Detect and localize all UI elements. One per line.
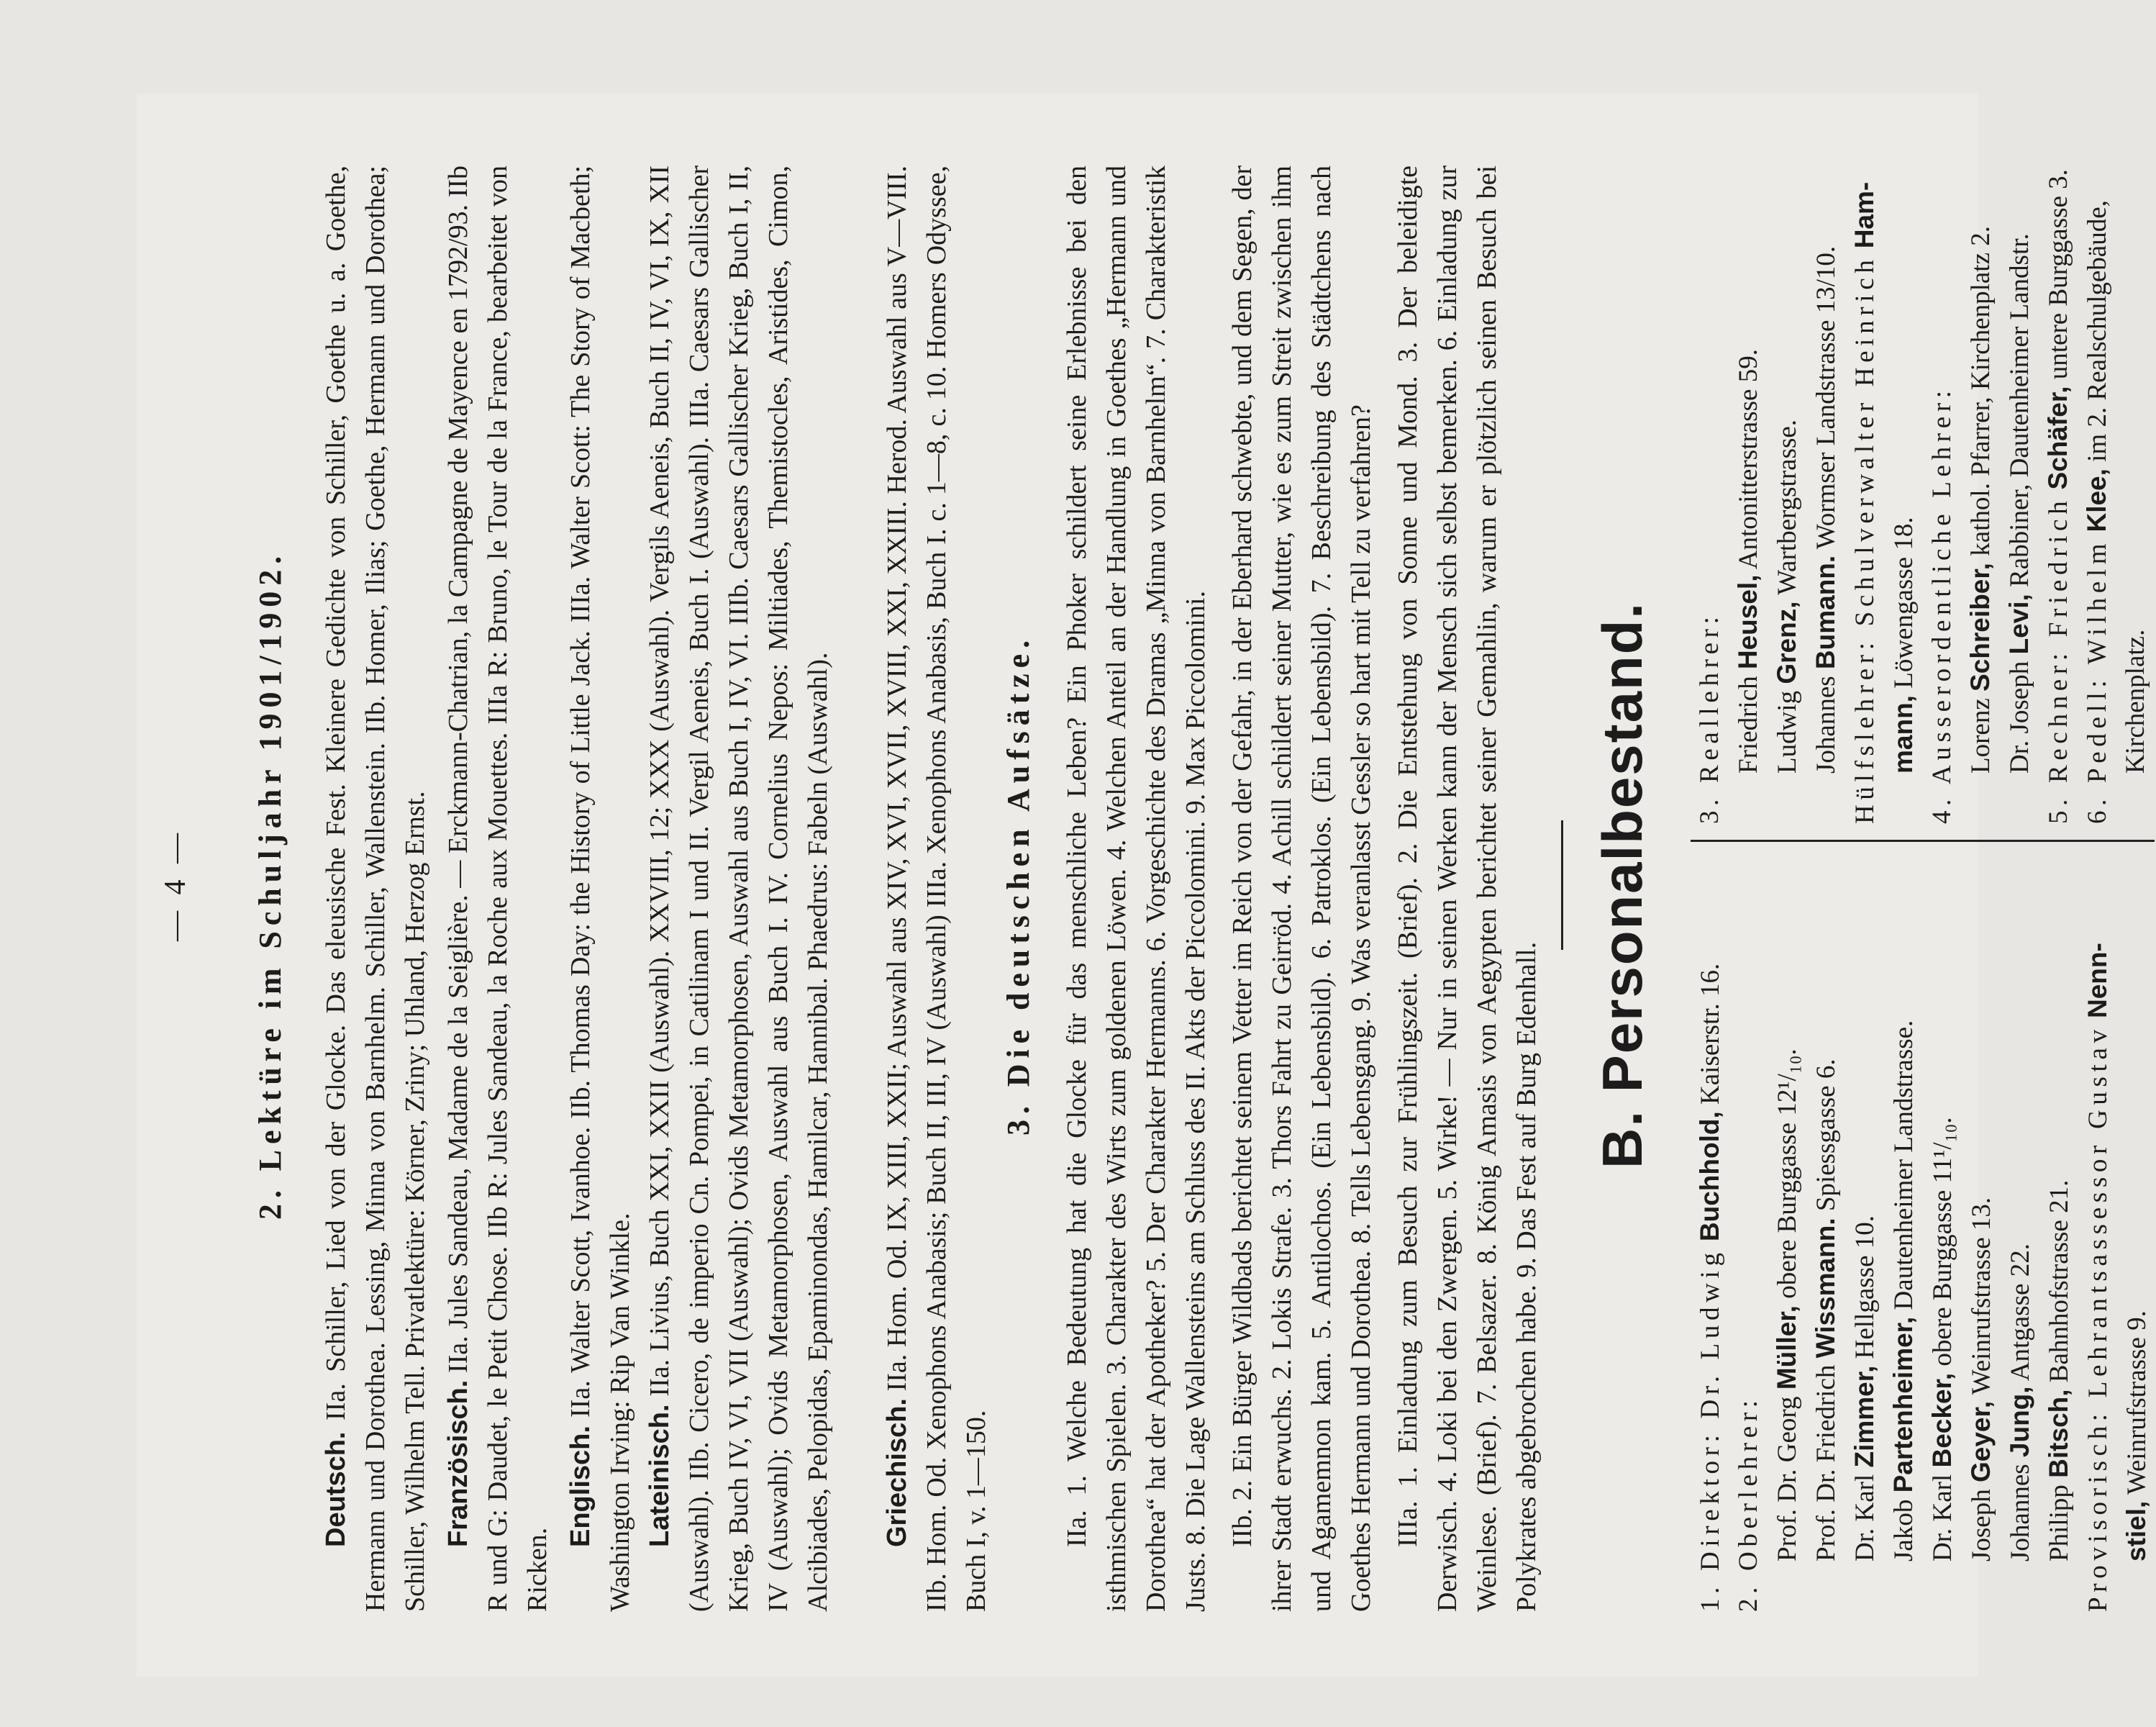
pedell-name: Klee, bbox=[2082, 468, 2111, 532]
section-heading-lektuere: 2. Lektüre im Schuljahr 1901/1902. bbox=[253, 550, 288, 1220]
pedell-line-2: Kirchenplatz. bbox=[2121, 629, 2150, 774]
label-griechisch: Griechisch. bbox=[882, 1398, 912, 1547]
oberlehrer-heading: 2. Oberlehrer: bbox=[1734, 1395, 1763, 1612]
reallehrer-heading: 3. Reallehrer: bbox=[1695, 612, 1724, 824]
oberlehrer-entry bbox=[1962, 864, 2001, 1612]
section-heading-aufsaetze: 3. Die deutschen Aufsätze. bbox=[1001, 635, 1036, 1136]
ausserordentlich-entry-prefix: Dr. Joseph bbox=[2005, 661, 2034, 774]
personal-left-column bbox=[1691, 864, 2156, 1612]
reallehrer-list bbox=[1729, 140, 1845, 824]
pedell-address: im 2. Realschulgebäude, bbox=[2083, 200, 2112, 462]
paragraph-aufsaetze-iia bbox=[1057, 166, 1216, 1612]
oberlehrer-entry-address: Weinrufstrasse 13. bbox=[1967, 1197, 1996, 1395]
paragraph-lateinisch bbox=[640, 166, 838, 1612]
paragraph-griechisch bbox=[878, 166, 996, 1612]
ausserordentlich-entry-name: Levi, bbox=[2004, 594, 2034, 655]
oberlehrer-entry bbox=[1923, 864, 1962, 1612]
reallehrer-entry-address: Wormser Landstrasse 13/10. bbox=[1811, 245, 1841, 550]
provisorisch-name-part1: Nenn- bbox=[2083, 943, 2112, 1019]
ausserordentlich-entry bbox=[1961, 140, 2000, 824]
oberlehrer-entry-name: Müller, bbox=[1772, 1305, 1801, 1390]
ausserordentlich-entry-address: kathol. Pfarrer, Kirchenplatz 2. bbox=[1966, 226, 1996, 556]
oberlehrer-entry bbox=[1884, 864, 1923, 1612]
text-aufsaetze-iiia: IIIa. 1. Einladung zum Besuch zur Frühlingszeit. (Brief). 2. Die Entstehung von Sonne und Mond. 3. Der beleidigte Derwisch. 4. Loki bei den Zwergen. 5. Wirke! — Nur in seinen Werken kann der Mensch sich selbst bemerken. 6. Einladung zur Weinlese. (Brief). 7. Belsazer. 8. König Amasis von Aegypten berichtet seiner Gemahlin, warum er plötzlich seinen Besuch bei Polykrates abgebrochen habe. 9. Das Fest auf Burg Edenhall. bbox=[1393, 166, 1542, 1612]
page-number: — 4 — bbox=[159, 829, 192, 941]
oberlehrer-entry-name: Partenheimer, bbox=[1888, 1316, 1918, 1493]
reallehrer-entry bbox=[1768, 140, 1806, 824]
pedell-line bbox=[2078, 140, 2116, 824]
ausserordentlich-entry-prefix: Lorenz bbox=[1966, 698, 1996, 774]
oberlehrer-list bbox=[1768, 864, 2078, 1612]
huelfslehrer-name-part2: mann, bbox=[1888, 695, 1918, 774]
oberlehrer-entry-address: Antgasse 22. bbox=[2006, 1243, 2035, 1382]
oberlehrer-entry-name: Zimmer, bbox=[1850, 1365, 1879, 1468]
reallehrer-entry-address: Wartbergstrasse. bbox=[1773, 419, 1802, 595]
direktor-label: 1. Direktor: Dr. Ludwig bbox=[1696, 1248, 1725, 1612]
text-franzoesisch: IIa. Jules Sandeau, Madame de la Seiglière. — Erckmann-Chatrian, la Campagne de Mayence en 1792/93. IIb R und G: Daudet, le Petit Chose. IIb R: Jules Sandeau, la Roche aux Mouettes. IIIa R: Bruno, le Tour de la France, bearbeitet von Ricken. bbox=[443, 165, 552, 1612]
oberlehrer-entry-name: Wissmann. bbox=[1811, 1218, 1840, 1359]
oberlehrer-entry-address: Hellgasse 10. bbox=[1850, 1215, 1880, 1359]
rotated-document-page bbox=[137, 94, 2152, 1677]
provisorisch-name-part2: stiel, bbox=[2121, 1500, 2151, 1561]
text-lateinisch: IIa. Livius, Buch XXI, XXII (Auswahl). XXVIII, 12; XXX (Auswahl). Vergils Aeneis, Buch II, IV, VI, IX, XII (Auswahl). IIb. Cicero, de imperio Cn. Pompei, in Catilinam I und II. Vergil Aeneis, Buch I. (Auswahl). IIIa. Caesars Gallischer Krieg, Buch IV, VI, VII (Auswahl); Ovids Metamorphosen, Auswahl aus Buch I, IV, VI. IIIb. Caesars Gallischer Krieg, Buch I, II, IV (Auswahl); Ovids Metamorphosen, Auswahl aus Buch I. IV. Cornelius Nepos: Miltiades, Themistocles, Aristides, Cimon, Alcibiades, Pelopidas, Epaminondas, Hamilcar, Hannibal. Phaedrus: Fabeln (Auswahl). bbox=[645, 165, 833, 1612]
direktor-line bbox=[1691, 864, 1729, 1612]
text-englisch: IIa. Walter Scott, Ivanhoe. IIb. Thomas Day: the History of Little Jack. IIIa. Walter Scott: The Story of Macbeth; Washington Irving: Rip Van Winkle. bbox=[565, 165, 635, 1612]
oberlehrer-entry-prefix: Dr. Karl bbox=[1928, 1474, 1957, 1561]
provisorisch-address: Weinrufstrasse 9. bbox=[2122, 1310, 2152, 1495]
oberlehrer-entry-address: Spiessgasse 6. bbox=[1811, 1059, 1841, 1212]
ausserordentliche-list bbox=[1961, 140, 2039, 824]
oberlehrer-entry-prefix: Philipp bbox=[2044, 1485, 2074, 1561]
oberlehrer-entry-address: Bahnhofstrasse 21. bbox=[2044, 1179, 2074, 1383]
provisorisch-line bbox=[2078, 864, 2117, 1612]
rechner-line bbox=[2039, 140, 2078, 824]
text-deutsch: IIa. Schiller, Lied von der Glocke. Das eleusische Fest. Kleinere Gedichte von Schiller, Goethe u. a. Goethe, Hermann und Dorothea. Lessing, Minna von Barnhelm. Schiller, Wallenstein. IIb. Homer, Ilias; Goethe, Hermann und Dorothea; Schiller, Wilhelm Tell. Privatlektüre: Körner, Zriny; Uhland, Herzog Ernst. bbox=[321, 166, 430, 1612]
ausserordentlich-entry bbox=[2000, 140, 2039, 824]
oberlehrer-entry-prefix: Dr. Karl bbox=[1850, 1474, 1880, 1561]
huelfslehrer-label: Hülfslehrer: Schulverwalter Heinrich bbox=[1850, 255, 1880, 824]
label-englisch: Englisch. bbox=[565, 1425, 596, 1547]
reallehrer-entry-name: Heusel, bbox=[1733, 574, 1762, 670]
oberlehrer-entry-address: obere Burggasse 12¹/₁₀. bbox=[1773, 1048, 1802, 1299]
oberlehrer-entry-address: obere Burggasse 11¹/₁₀. bbox=[1928, 1117, 1957, 1366]
reallehrer-entry-prefix: Friedrich bbox=[1734, 676, 1763, 774]
oberlehrer-entry-prefix: Jakob bbox=[1889, 1499, 1919, 1561]
oberlehrer-entry bbox=[2001, 864, 2039, 1612]
text-aufsaetze-iib: IIb. 2. Ein Bürger Wildbads berichtet seinem Vetter im Reich von der Gefahr, in der Eberhard schwebte, und dem Segen, der ihrer Stadt erwuchs. 2. Lokis Strafe. 3. Thors Fahrt zu Geirröd. 4. Achill schildert seiner Mutter, wie es zum Streit zwischen ihm und Agamemnon kam. 5. Antilochos. (Ein Lebensbild). 6. Patroklos. (Ein Lebensbild). 7. Beschreibung des Städtchens nach Goethes Hermann und Dorothea. 8. Tells Lebensgang. 9. Was veranlasst Gessler so hart mit Tell zu verfahren? bbox=[1227, 166, 1376, 1612]
paragraph-franzoesisch bbox=[439, 166, 558, 1612]
label-lateinisch: Lateinisch. bbox=[645, 1404, 675, 1547]
section-heading-personalbestand: B. Personalbestand. bbox=[1591, 602, 1654, 1169]
rechner-label: 5. Rechner: Friedrich bbox=[2044, 496, 2073, 824]
pedell-label: 6. Pedell: Wilhelm bbox=[2083, 538, 2112, 824]
direktor-name: Buchhold, bbox=[1695, 1111, 1724, 1242]
huelfslehrer-line bbox=[1845, 140, 1884, 824]
ausserordentlich-entry-address: Rabbiner, Dautenheimer Landstr. bbox=[2005, 233, 2034, 587]
oberlehrer-entry bbox=[1806, 864, 1845, 1612]
provisorisch-line-2 bbox=[2117, 864, 2156, 1612]
text-griechisch: IIa. Hom. Od. IX, XIII, XXII; Auswahl aus XIV, XVI, XVII, XVIII, XXI, XXIII. Herod. Auswahl aus V—VIII. IIb. Hom. Od. Xenophons Anabasis; Buch II, III, IV (Auswahl) IIIa. Xenophons Anabasis, Buch I. c. 1—8, c. 10. Homers Odyssee, Buch I, v. 1—150. bbox=[882, 166, 991, 1612]
huelfslehrer-name-part1: Ham- bbox=[1850, 181, 1879, 249]
oberlehrer-entry bbox=[2039, 864, 2078, 1612]
oberlehrer-entry-address: Dautenheimer Landstrasse. bbox=[1889, 1020, 1919, 1310]
provisorisch-label: Provisorisch: Lehrantsassessor Gustav bbox=[2083, 1025, 2113, 1612]
section-divider bbox=[1561, 820, 1563, 950]
oberlehrer-entry bbox=[1768, 864, 1806, 1612]
rechner-address: untere Burggasse 3. bbox=[2044, 169, 2073, 380]
reallehrer-entry-name: Bumann. bbox=[1811, 555, 1840, 670]
oberlehrer-entry-name: Becker, bbox=[1927, 1372, 1957, 1468]
reallehrer-entry-address: Antonitterstrasse 59. bbox=[1734, 349, 1763, 570]
reallehrer-entry bbox=[1806, 140, 1845, 824]
oberlehrer-entry-name: Bitsch, bbox=[2044, 1389, 2073, 1478]
text-aufsaetze-iia: IIa. 1. Welche Bedeutung hat die Glocke für das menschliche Leben? Ein Phoker schildert seine Erlebnisse bei den isthmischen Spielen. 3. Charakter des Wirts zum goldenen Löwen. 4. Welchen Anteil an der Handlung in Goethes „Hermann und Dorothea“ hat der Apotheker? 5. Der Charakter Hermanns. 6. Vorgeschichte des Dramas „Minna von Barnhelm“. 7. Charakteristik Justs. 8. Die Lage Wallensteins am Schluss des II. Akts der Piccolomini. 9. Max Piccolomini. bbox=[1062, 166, 1211, 1612]
paragraph-deutsch bbox=[317, 166, 435, 1612]
ausserordentlich-entry-name: Schreiber, bbox=[1965, 563, 1995, 692]
paragraph-aufsaetze-iib bbox=[1223, 166, 1381, 1612]
oberlehrer-entry-name: Geyer, bbox=[1966, 1400, 1996, 1483]
reallehrer-entry-prefix: Ludwig bbox=[1773, 690, 1802, 774]
label-franzoesisch: Französisch. bbox=[443, 1379, 473, 1547]
direktor-address: Kaiserstr. 16. bbox=[1696, 963, 1725, 1105]
oberlehrer-entry-prefix: Prof. Dr. Georg bbox=[1773, 1396, 1802, 1561]
reallehrer-entry bbox=[1729, 140, 1768, 824]
oberlehrer-entry-prefix: Prof. Dr. Friedrich bbox=[1811, 1364, 1841, 1561]
oberlehrer-entry-name: Jung, bbox=[2005, 1386, 2034, 1458]
personal-right-column bbox=[1691, 140, 2155, 842]
oberlehrer-entry-prefix: Joseph bbox=[1967, 1489, 1996, 1561]
rechner-name: Schäfer, bbox=[2043, 386, 2073, 490]
huelfslehrer-line-2 bbox=[1884, 140, 1923, 824]
oberlehrer-entry-prefix: Johannes bbox=[2006, 1464, 2035, 1561]
paragraph-englisch bbox=[561, 166, 640, 1612]
reallehrer-entry-name: Grenz, bbox=[1772, 601, 1801, 684]
oberlehrer-entry bbox=[1845, 864, 1884, 1612]
paragraph-aufsaetze-iiia bbox=[1388, 166, 1547, 1612]
huelfslehrer-address: Löwengasse 18. bbox=[1889, 517, 1919, 689]
ausserordentliche-heading: 4. Ausserordentliche Lehrer: bbox=[1927, 386, 1957, 824]
reallehrer-entry-prefix: Johannes bbox=[1811, 676, 1841, 774]
label-deutsch: Deutsch. bbox=[321, 1431, 351, 1547]
